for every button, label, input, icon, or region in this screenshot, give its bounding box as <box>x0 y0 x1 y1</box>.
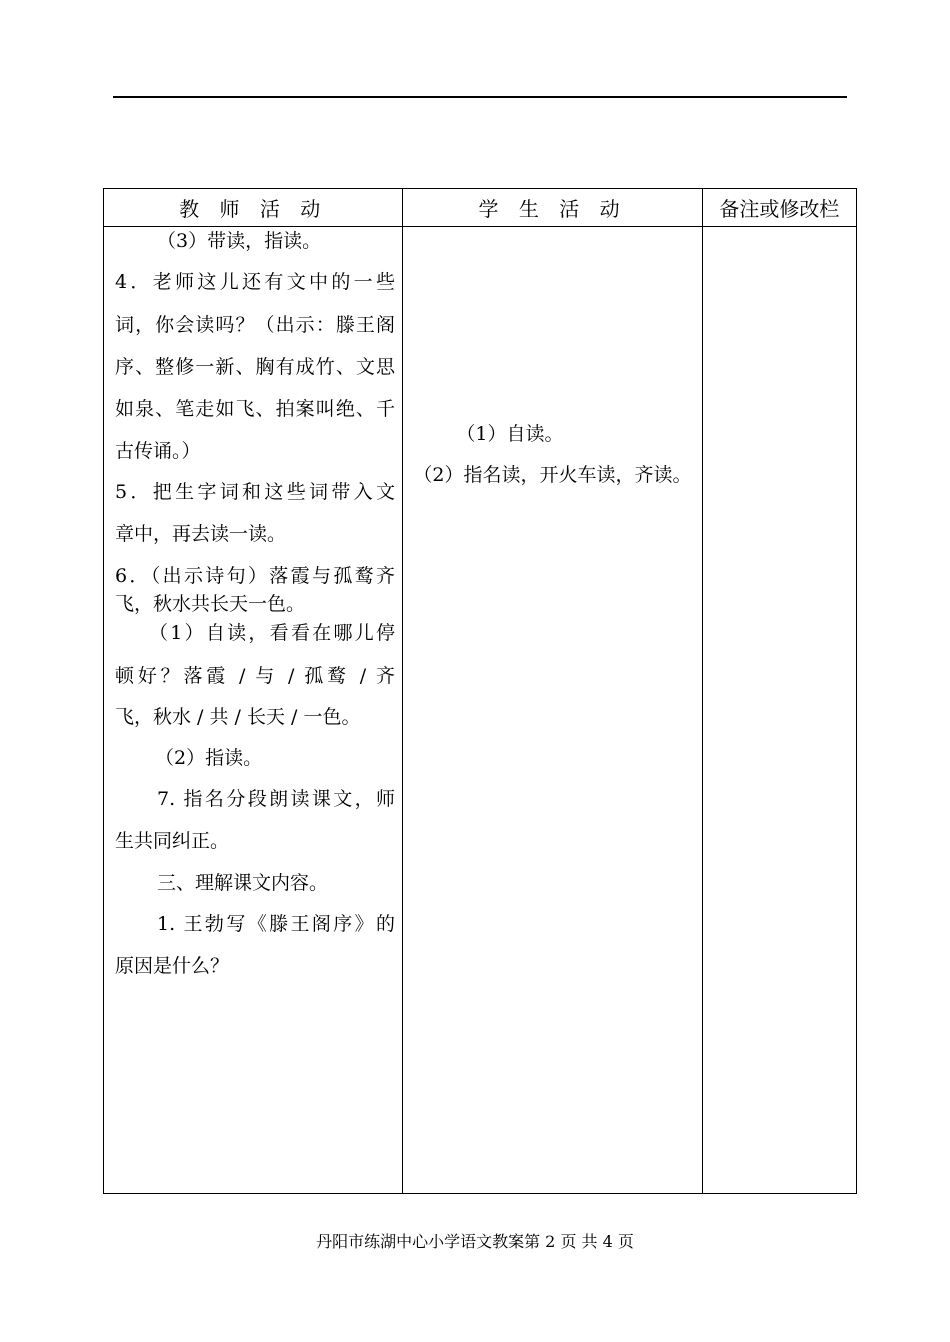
teacher-line: （3）带读，指读。 <box>157 230 322 252</box>
header-rule <box>113 96 847 98</box>
teacher-line: 如泉、笔走如飞、拍案叫绝、千 <box>115 398 395 420</box>
teacher-line: （2）指读。 <box>155 747 263 769</box>
teacher-line: 原因是什么？ <box>115 955 230 977</box>
notes-cell <box>702 227 856 1194</box>
teacher-line: 三、理解课文内容。 <box>157 872 329 894</box>
table-header-row <box>104 189 857 227</box>
teacher-line: 飞，秋水 / 共 / 长天 / 一色。 <box>115 706 361 728</box>
teacher-line: 生共同纠正。 <box>115 830 230 852</box>
teacher-line: 6．（出示诗句）落霞与孤鹜齐 <box>115 565 395 587</box>
student-activity-header: 学 生 活 动 <box>403 189 702 227</box>
teacher-line: 7. 指名分段朗读课文，师 <box>157 788 395 810</box>
teacher-line: 顿好？落霞 / 与 / 孤鹜 / 齐 <box>115 665 395 687</box>
student-activity-cell <box>403 227 702 1194</box>
teacher-line: 章中，再去读一读。 <box>115 523 287 545</box>
table-body-row <box>104 227 857 1194</box>
notes-header: 备注或修改栏 <box>702 189 856 227</box>
teacher-line: 4．老师这儿还有文中的一些 <box>115 271 395 293</box>
student-line: （2）指名读，开火车读，齐读。 <box>413 464 692 486</box>
teacher-line: 古传诵。） <box>115 440 201 462</box>
teacher-activity-header: 教 师 活 动 <box>104 189 403 227</box>
teacher-line: 飞，秋水共长天一色。 <box>115 593 306 615</box>
lesson-plan-table <box>103 188 857 1194</box>
teacher-line: 5．把生字词和这些词带入文 <box>115 481 395 503</box>
teacher-activity-cell <box>104 227 403 1194</box>
student-line: （1）自读。 <box>456 423 564 445</box>
teacher-line: 序、整修一新、胸有成竹、文思 <box>115 356 395 378</box>
teacher-line: （1）自读，看看在哪儿停 <box>149 622 395 644</box>
teacher-line: 1. 王勃写《滕王阁序》的 <box>157 913 395 935</box>
teacher-line: 词，你会读吗？（出示：滕王阁 <box>115 314 395 336</box>
page-footer: 丹阳市练湖中心小学语文教案第 2 页 共 4 页 <box>316 1232 634 1251</box>
